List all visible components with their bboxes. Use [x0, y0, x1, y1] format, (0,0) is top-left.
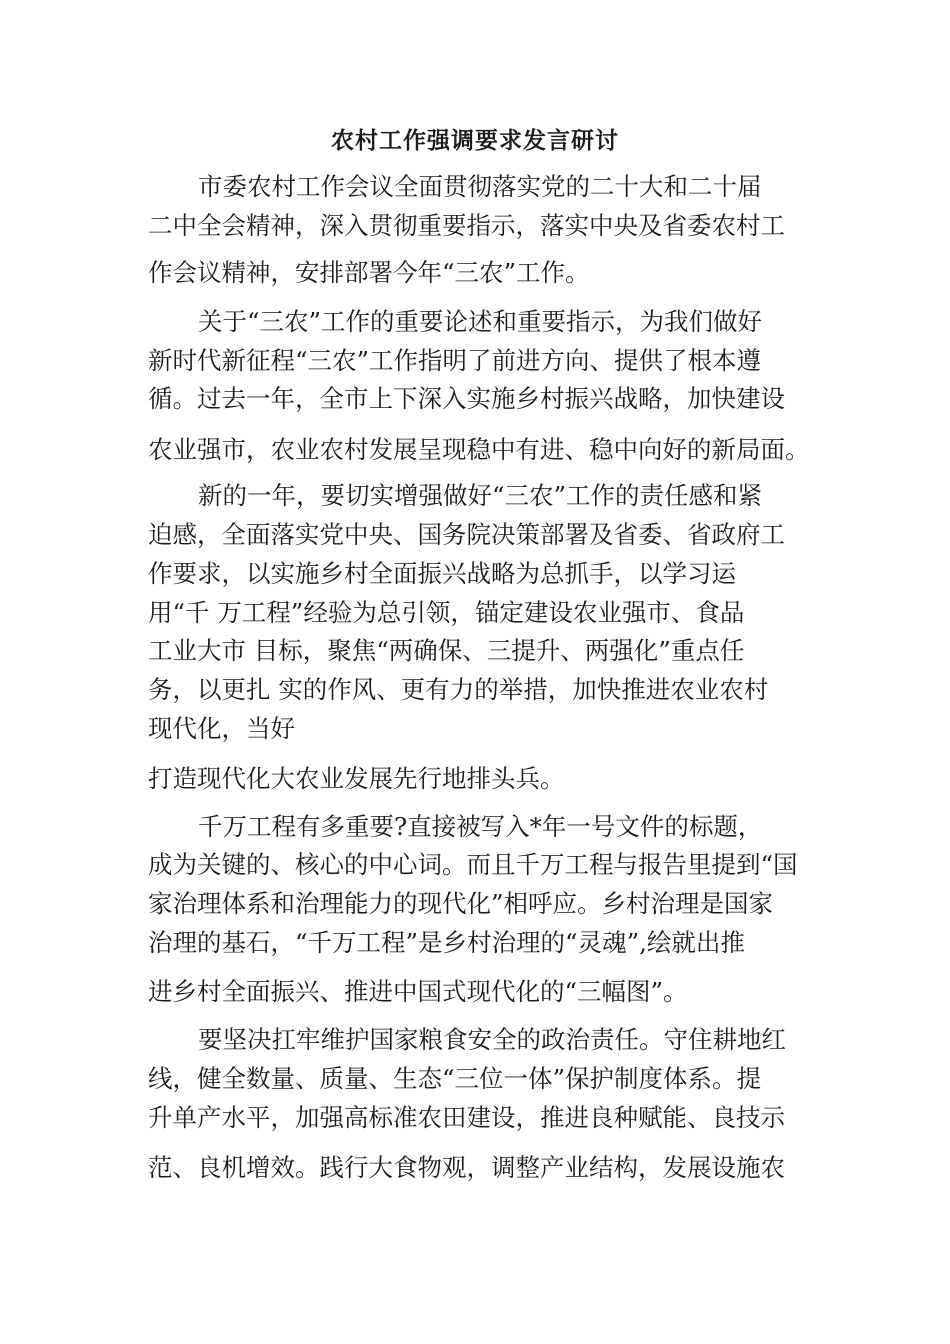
paragraph-line: 千万工程有多重要?直接被写入*年一号文件的标题， [198, 812, 763, 841]
paragraph-line: 成为关键的、核心的中心词。而且千万工程与报告里提到“国 [148, 850, 798, 879]
paragraph-line: 治理的基石，“千万工程”是乡村治理的“灵魂”,绘就出推 [148, 928, 745, 957]
paragraph-line: 新的一年，要切实增强做好“三农”工作的责任感和紧 [198, 481, 763, 510]
paragraph-line: 关于“三农”工作的重要论述和重要指示，为我们做好 [198, 307, 763, 336]
paragraph-line: 循。过去一年，全市上下深入实施乡村振兴战略，加快建设 [148, 384, 785, 413]
paragraph-line: 务，以更扎 实的作风、更有力的举措，加快推进农业农村 [148, 675, 769, 704]
paragraph-line: 现代化，当好 [148, 714, 295, 743]
paragraph-line: 农业强市，农业农村发展呈现稳中有进、稳中向好的新局面。 [148, 435, 810, 464]
paragraph-line: 市委农村工作会议全面贯彻落实党的二十大和二十届 [198, 172, 762, 201]
paragraph-line: 用“千 万工程”经验为总引领，锚定建设农业强市、食品 [148, 598, 745, 627]
paragraph-line: 作会议精神，安排部署今年“三农”工作。 [148, 258, 590, 287]
paragraph-line: 打造现代化大农业发展先行地排头兵。 [148, 764, 565, 793]
paragraph-line: 范、良机增效。践行大食物观，调整产业结构，发展设施农 [148, 1153, 785, 1182]
paragraph-line: 二中全会精神，深入贯彻重要指示，落实中央及省委农村工 [148, 211, 785, 240]
document-title: 农村工作强调要求发言研讨 [331, 127, 619, 154]
paragraph-line: 进乡村全面振兴、推进中国式现代化的“三幅图”。 [148, 977, 688, 1006]
paragraph-line: 迫感，全面落实党中央、国务院决策部署及省委、省政府工 [148, 520, 785, 549]
paragraph-line: 要坚决扛牢维护国家粮食安全的政治责任。守住耕地红 [198, 1025, 786, 1054]
paragraph-line: 新时代新征程“三农”工作指明了前进方向、提供了根本遵 [148, 346, 762, 375]
paragraph-line: 线，健全数量、质量、生态“三位一体”保护制度体系。提 [148, 1064, 762, 1093]
paragraph-line: 家治理体系和治理能力的现代化”相呼应。乡村治理是国家 [148, 889, 774, 918]
paragraph-line: 作要求，以实施乡村全面振兴战略为总抓手，以学习运 [148, 559, 736, 588]
paragraph-line: 工业大市 目标，聚焦“两确保、三提升、两强化”重点任 [148, 636, 745, 665]
paragraph-line: 升单产水平，加强高标准农田建设，推进良种赋能、良技示 [148, 1103, 785, 1132]
